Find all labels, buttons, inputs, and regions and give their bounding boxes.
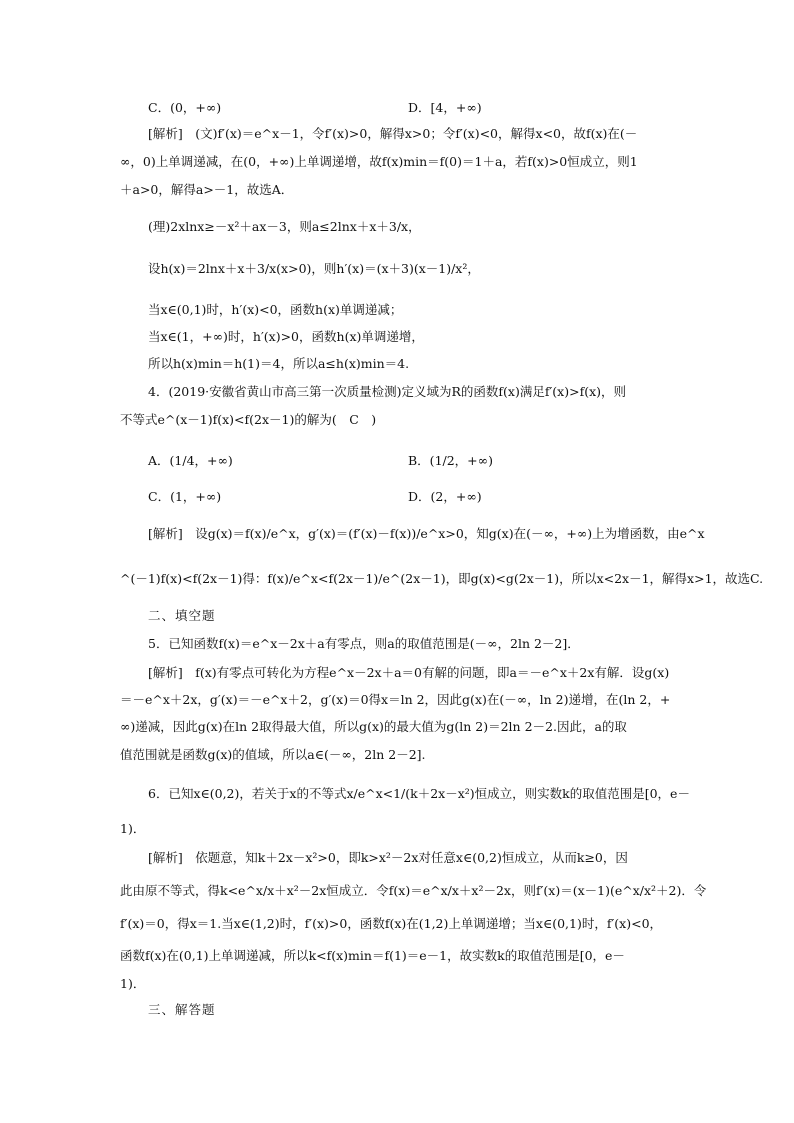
- q3-analysis-line: ∞，0)上单调递减，在(0，+∞)上单调递增，故f(x)min＝f(0)＝1＋a，若f(x)>0恒成立，则1: [120, 154, 638, 169]
- q5-analysis-line: ∞)递减，因此g(x)在ln 2取得最大值，所以g(x)的最大值为g(ln 2)＝2ln 2－2.因此，a的取: [120, 719, 627, 734]
- q4-option-b: B．(1/2，+∞): [408, 453, 493, 468]
- q3-analysis-line: 所以h(x)min＝h(1)＝4，所以a≤h(x)min＝4.: [148, 356, 410, 371]
- q4-analysis-line: ^(－1)f(x)<f(2x－1)得：f(x)/e^x<f(2x－1)/e^(2x－1)，即g(x)<g(2x－1)，所以x<2x－1，解得x>1，故选C.: [120, 571, 764, 586]
- q6-analysis-line: 此由原不等式，得k<e^x/x＋x²－2x恒成立．令f(x)＝e^x/x＋x²－2x，则f′(x)＝(x－1)(e^x/x²＋2)．令: [120, 883, 707, 898]
- q6-analysis-line: 函数f(x)在(0,1)上单调递减，所以k<f(x)min＝f(1)＝e－1，故实数k的取值范围是[0，e－: [120, 948, 625, 963]
- section-heading-answer: 三、解答题: [148, 1002, 216, 1017]
- q3-option-c: C．(0，+∞): [148, 100, 222, 115]
- q3-option-d: D．[4，+∞): [408, 100, 482, 115]
- q4-analysis-line: [解析] 设g(x)＝f(x)/e^x，g′(x)＝(f′(x)－f(x))/e^x>0，知g(x)在(－∞，+∞)上为增函数，由e^x: [148, 526, 705, 541]
- q6-analysis-line: 1)．: [120, 976, 146, 991]
- section-heading-fill-in: 二、填空题: [148, 608, 216, 623]
- q6-analysis-line: [解析] 依题意，知k＋2x－x²>0，即k>x²－2x对任意x∈(0,2)恒成立，从而k≥0，因: [148, 850, 628, 865]
- q4-stem-line: 不等式e^(x－1)f(x)<f(2x－1)的解为( C ): [120, 412, 377, 427]
- q3-analysis-line: 当x∈(1，+∞)时，h′(x)>0，函数h(x)单调递增，: [148, 329, 424, 344]
- q3-analysis-line: 设h(x)＝2lnx＋x＋3/x(x>0)，则h′(x)＝(x＋3)(x－1)/x²，: [148, 261, 480, 276]
- q5-analysis-line: [解析] f(x)有零点可转化为方程e^x－2x＋a＝0有解的问题，即a＝－e^x＋2x有解．设g(x): [148, 665, 670, 680]
- q5-analysis-line: ＝－e^x＋2x，g′(x)＝－e^x＋2，g′(x)＝0得x＝ln 2，因此g(x)在(－∞，ln 2)递增，在(ln 2，+: [120, 692, 671, 707]
- q3-analysis-line: 当x∈(0,1)时，h′(x)<0，函数h(x)单调递减；: [148, 302, 403, 317]
- q4-stem-line: 4．(2019·安徽省黄山市高三第一次质量检测)定义域为R的函数f(x)满足f′(x)>f(x)，则: [148, 384, 627, 399]
- q3-analysis-line: [解析] (文)f′(x)＝e^x－1，令f′(x)>0，解得x>0；令f′(x)<0，解得x<0，故f(x)在(－: [148, 126, 638, 141]
- q4-option-a: A．(1/4，+∞): [148, 453, 233, 468]
- q6-analysis-line: f′(x)＝0，得x＝1.当x∈(1,2)时，f′(x)>0，函数f(x)在(1,2)上单调递增；当x∈(0,1)时，f′(x)<0，: [120, 916, 663, 931]
- q3-analysis-line: ＋a>0，解得a>－1，故选A．: [120, 182, 294, 197]
- q3-analysis-line: (理)2xlnx≥－x²＋ax－3，则a≤2lnx＋x＋3/x，: [148, 219, 421, 234]
- q6-stem-line: 1)．: [120, 821, 146, 836]
- q5-stem: 5．已知函数f(x)＝e^x－2x＋a有零点，则a的取值范围是(－∞，2ln 2－2]．: [148, 636, 580, 651]
- q6-stem-line: 6．已知x∈(0,2)，若关于x的不等式x/e^x<1/(k＋2x－x²)恒成立，则实数k的取值范围是[0，e－: [148, 786, 690, 801]
- q5-analysis-line: 值范围就是函数g(x)的值域，所以a∈(－∞，2ln 2－2].: [120, 747, 426, 762]
- q4-option-c: C．(1，+∞): [148, 489, 222, 504]
- q4-option-d: D．(2，+∞): [408, 489, 482, 504]
